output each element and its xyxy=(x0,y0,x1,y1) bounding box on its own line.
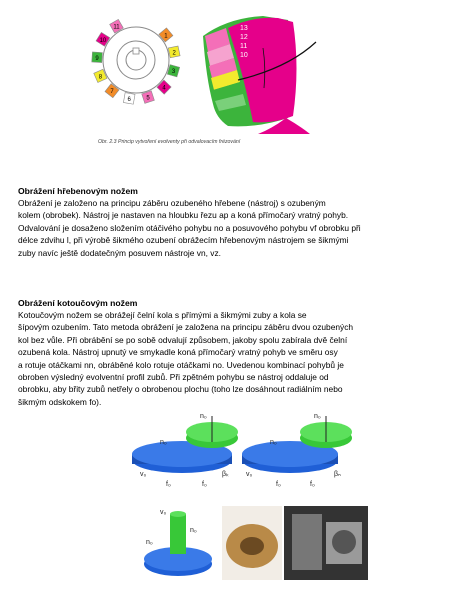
text-line: délce zdvihu l, při výrobě šikmého ozubení obrážecím hřebenovým nástrojem se šikmými xyxy=(18,235,349,246)
layer-number: 12 xyxy=(240,34,248,41)
tooth-number: 4 xyxy=(162,85,166,92)
text-line: šikmým odskokem fo). xyxy=(18,396,102,407)
text-line: Kotoučovým nožem se obrážejí čelní kola s přímými a šikmými zuby a kola se xyxy=(18,310,307,320)
section-heading: Obrážení kotoučovým nožem xyxy=(18,298,138,308)
motion-label: v₀ xyxy=(246,471,253,478)
tooth-number: 5 xyxy=(146,95,150,102)
hob-cutter-wheel xyxy=(103,24,169,96)
motion-label: n₀ xyxy=(190,527,197,534)
figure-caption: Obr. 2.3 Princip vytvoření evolventy při odvalovacím frézování xyxy=(98,139,241,145)
motion-label: v₀ xyxy=(140,471,147,478)
layer-number: 11 xyxy=(240,43,248,50)
panel-cutter-photo xyxy=(222,506,282,580)
panel-spur-shaping xyxy=(132,416,238,473)
motion-label: n₀ xyxy=(200,414,207,420)
text-line: kol bez vůle. Při obrábění se po sobě odvalují způsobem, jakoby spolu zabírala dvě čelní xyxy=(18,334,348,345)
tooth-number: 9 xyxy=(95,55,99,62)
text-line: Odvalování je dosaženo složením otáčivého pohybu no a posuvového pohybu vf obrobku při xyxy=(18,222,361,233)
section-rack-shaping xyxy=(18,185,448,259)
motion-label: βₖ xyxy=(222,471,230,478)
tooth-number: 11 xyxy=(113,24,120,31)
section-disc-shaping xyxy=(18,297,448,408)
generated-flank xyxy=(203,16,316,134)
gear-shaping-figure xyxy=(130,414,370,582)
motion-label: f₀ xyxy=(310,481,315,488)
text-line: zuby navíc ještě dodatečným posuvem nástroje vn, vz. xyxy=(18,247,221,258)
text-line: kolem (obrobek). Nástroj je nastaven na hloubku řezu ap a koná přímočarý vratný pohyb. xyxy=(18,210,349,221)
text-line: obrobku, aby břity zubů netřely o obrobenou plochu (toho lze dosáhnout radiálním nebo xyxy=(18,384,343,395)
panel-cutter-detail xyxy=(144,511,212,576)
tooth-number: 1 xyxy=(164,33,168,40)
motion-label: n₀ xyxy=(314,414,321,420)
panel-machine-photo xyxy=(284,506,368,580)
text-line: a rotuje otáčkami nn, obráběné kolo rotuje otáčkami no. Uvedenou kombinací pohybů je xyxy=(18,359,344,370)
text-line: ozubená kola. Nástroj upnutý ve smykadle koná přímočarý vratný pohyb ve směru osy xyxy=(18,347,338,358)
section-body xyxy=(18,197,448,259)
section-heading: Obrážení hřebenovým nožem xyxy=(18,186,138,196)
motion-label: f₀ xyxy=(276,481,281,488)
tooth-number: 2 xyxy=(172,50,176,57)
tooth-number: 6 xyxy=(127,96,131,103)
motion-label: n₀ xyxy=(270,439,277,446)
tooth-number: 7 xyxy=(110,89,114,96)
panel-helical-shaping xyxy=(242,416,352,473)
layer-number: 13 xyxy=(240,25,248,32)
text-line: obroben výsledný evolventní profil zubů. Při zpětném pohybu se nástroj oddaluje od xyxy=(18,372,329,383)
hob-principle-figure xyxy=(88,8,318,138)
motion-label: f₀ xyxy=(166,481,171,488)
motion-label: f₀ xyxy=(202,481,207,488)
tooth-number: 8 xyxy=(98,74,103,81)
text-line: šípovým ozubením. Tato metoda obrážení je založena na principu záběru dvou ozubených xyxy=(18,322,354,333)
layer-number: 10 xyxy=(240,52,248,59)
motion-label: n₀ xyxy=(146,539,153,546)
motion-label: βₙ xyxy=(334,471,341,478)
motion-label: n₀ xyxy=(160,439,167,446)
motion-label: v₀ xyxy=(160,509,167,516)
tooth-number: 3 xyxy=(171,69,176,76)
tooth-number: 10 xyxy=(99,37,107,44)
text-line: Obrážení je založeno na principu záběru ozubeného hřebene (nástroj) s ozubeným xyxy=(18,198,326,208)
section-body xyxy=(18,309,448,408)
